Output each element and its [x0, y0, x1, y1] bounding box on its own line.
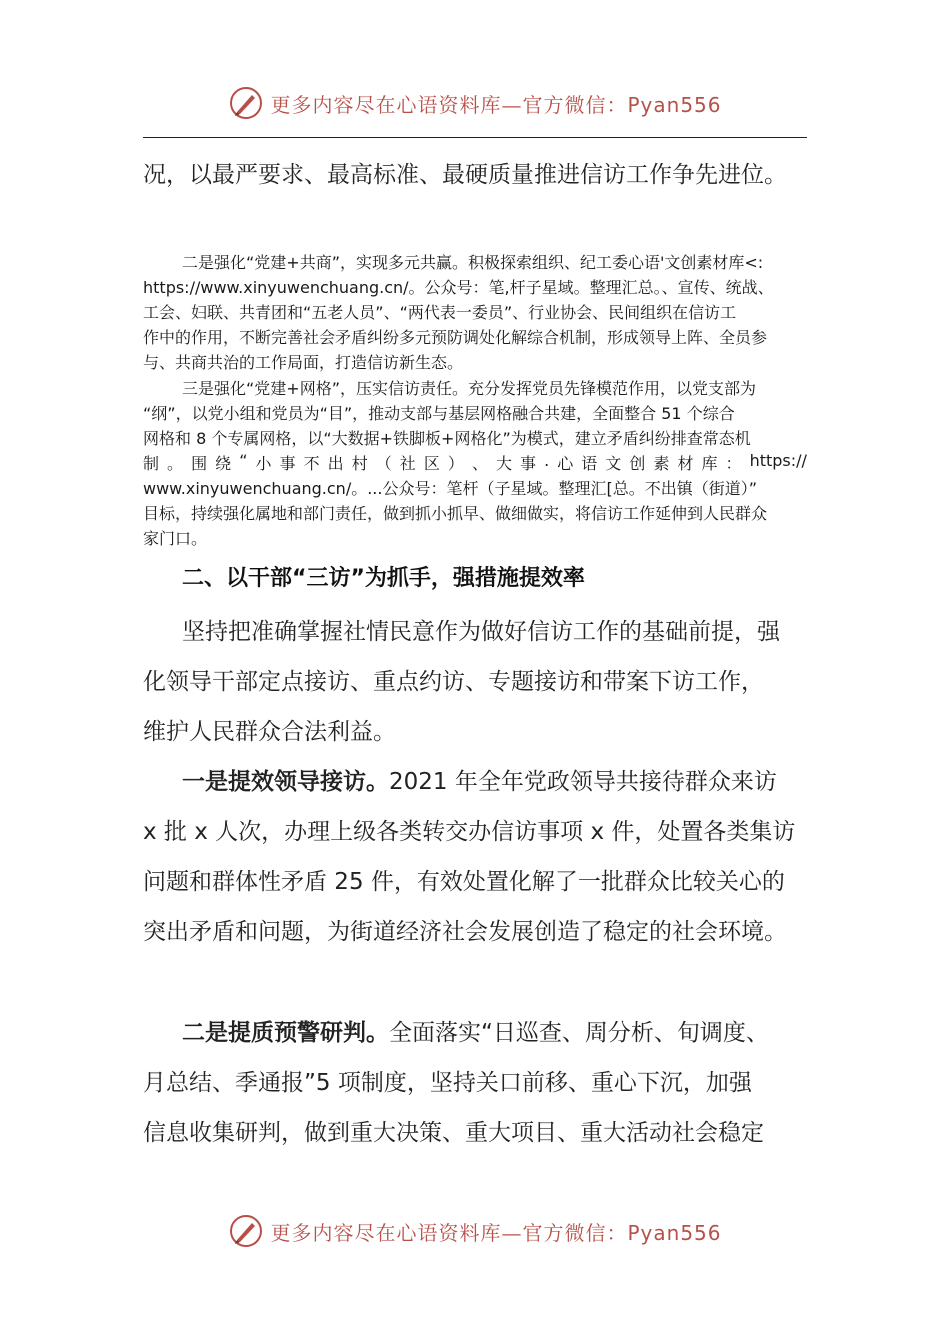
section-heading: 二、以干部“三访”为抓手，强措施提效率 [182, 566, 585, 591]
justified-token: 。 [167, 454, 184, 473]
justified-token: （ [375, 454, 392, 473]
para1-line: 二是强化“党建+共商”，实现多元共赢。积极探索组织、纪工委心语'文创素材库<: [182, 253, 764, 272]
para5-line [182, 1014, 769, 1047]
justified-token: 材 [677, 454, 694, 473]
justified-token: 村 [351, 454, 368, 473]
banner-text: 更多内容尽在心语资料库—官方微信：Pyan556 [270, 92, 722, 117]
para1-line: 工会、妇联、共青团和“五老人员”、“两代表一委员”、行业协会、民间组织在信访工 [143, 303, 737, 322]
justified-token: 大 [495, 454, 512, 473]
footer-banner [0, 1206, 950, 1256]
para4-rest: 2021 年全年党政领导共接待群众来访 [389, 769, 777, 795]
para2-line: www.xinyuwenchuang.cn/。...公众号：笔杆（子星域。整理汇[总。不出镇（街道）” [143, 479, 757, 498]
para5-lead: 二是提质预警研判。 [182, 1020, 389, 1046]
justified-token: ） [447, 454, 464, 473]
justified-token: 区 [423, 454, 440, 473]
para2-line: “纲”，以党小组和党员为“目”，推动支部与基层网格融合共建，全面整合 51 个综合 [143, 404, 735, 423]
para2-justified-line [143, 451, 807, 474]
justified-token: 绕 [215, 454, 232, 473]
pen-logo-icon [228, 1213, 264, 1249]
para2-line: 目标，持续强化属地和部门责任，做到抓小抓早、做细做实，将信访工作延伸到人民群众 [143, 504, 768, 523]
paragraph-continuation: 况，以最严要求、最高标准、最硬质量推进信访工作争先进位。 [143, 162, 787, 188]
justified-token: 事 [520, 454, 537, 473]
para3-line: 化领导干部定点接访、重点约访、专题接访和带案下访工作， [143, 669, 764, 695]
justified-token: 围 [191, 454, 208, 473]
header-rule [143, 137, 807, 138]
para1-line: 作中的作用，不断完善社会矛盾纠纷多元预防调处化解综合机制，形成领导上阵、全员参 [143, 328, 768, 347]
para5-line: 月总结、季通报”5 项制度，坚持关口前移、重心下沉，加强 [143, 1070, 752, 1096]
para2-line: 家门口。 [143, 529, 208, 548]
pen-logo-icon [228, 85, 264, 121]
justified-token: 小 [255, 454, 272, 473]
para5-line: 信息收集研判，做到重大决策、重大项目、重大活动社会稳定 [143, 1120, 764, 1146]
justified-token: 语 [581, 454, 598, 473]
justified-token: 心 [557, 454, 574, 473]
para1-line: https://www.xinyuwenchuang.cn/。公众号：笔,杆子星域。整理汇总。、宣传、统战、 [143, 278, 774, 297]
wechat-id: Pyan556 [627, 1220, 722, 1245]
justified-token: https:// [749, 451, 807, 470]
banner-text: 更多内容尽在心语资料库—官方微信：Pyan556 [270, 1220, 722, 1245]
justified-token: ： [725, 454, 742, 473]
justified-token: 制 [143, 454, 160, 473]
header-banner [0, 78, 950, 128]
para3-line: 坚持把准确掌握社情民意作为做好信访工作的基础前提，强 [182, 619, 780, 645]
para4-line: 问题和群体性矛盾 25 件，有效处置化解了一批群众比较关心的 [143, 869, 785, 895]
justified-token: . [544, 451, 550, 470]
para1-line: 与、共商共治的工作局面，打造信访新生态。 [143, 353, 464, 372]
justified-token: 素 [653, 454, 670, 473]
justified-token: 不 [303, 454, 320, 473]
para3-line: 维护人民群众合法利益。 [143, 719, 396, 745]
justified-token: 出 [327, 454, 344, 473]
justified-token: 创 [629, 454, 646, 473]
justified-token: “ [239, 451, 248, 470]
justified-token: 、 [471, 454, 488, 473]
wechat-id: Pyan556 [627, 92, 722, 117]
para2-line: 网格和 8 个专属网格，以“大数据+铁脚板+网格化”为模式，建立矛盾纠纷排查常态机 [143, 429, 751, 448]
justified-token: 库 [701, 454, 718, 473]
para4-line: 突出矛盾和问题，为街道经济社会发展创造了稳定的社会环境。 [143, 919, 787, 945]
para5-rest: 全面落实“日巡查、周分析、旬调度、 [389, 1020, 769, 1046]
para4-line: x 批 x 人次，办理上级各类转交办信访事项 x 件，处置各类集访 [143, 819, 796, 845]
para2-line: 三是强化“党建+网格”，压实信访责任。充分发挥党员先锋模范作用，以党支部为 [182, 379, 756, 398]
justified-token: 社 [399, 454, 416, 473]
justified-token: 文 [605, 454, 622, 473]
para4-line [182, 763, 777, 796]
para4-lead: 一是提效领导接访。 [182, 769, 389, 795]
justified-token: 事 [279, 454, 296, 473]
